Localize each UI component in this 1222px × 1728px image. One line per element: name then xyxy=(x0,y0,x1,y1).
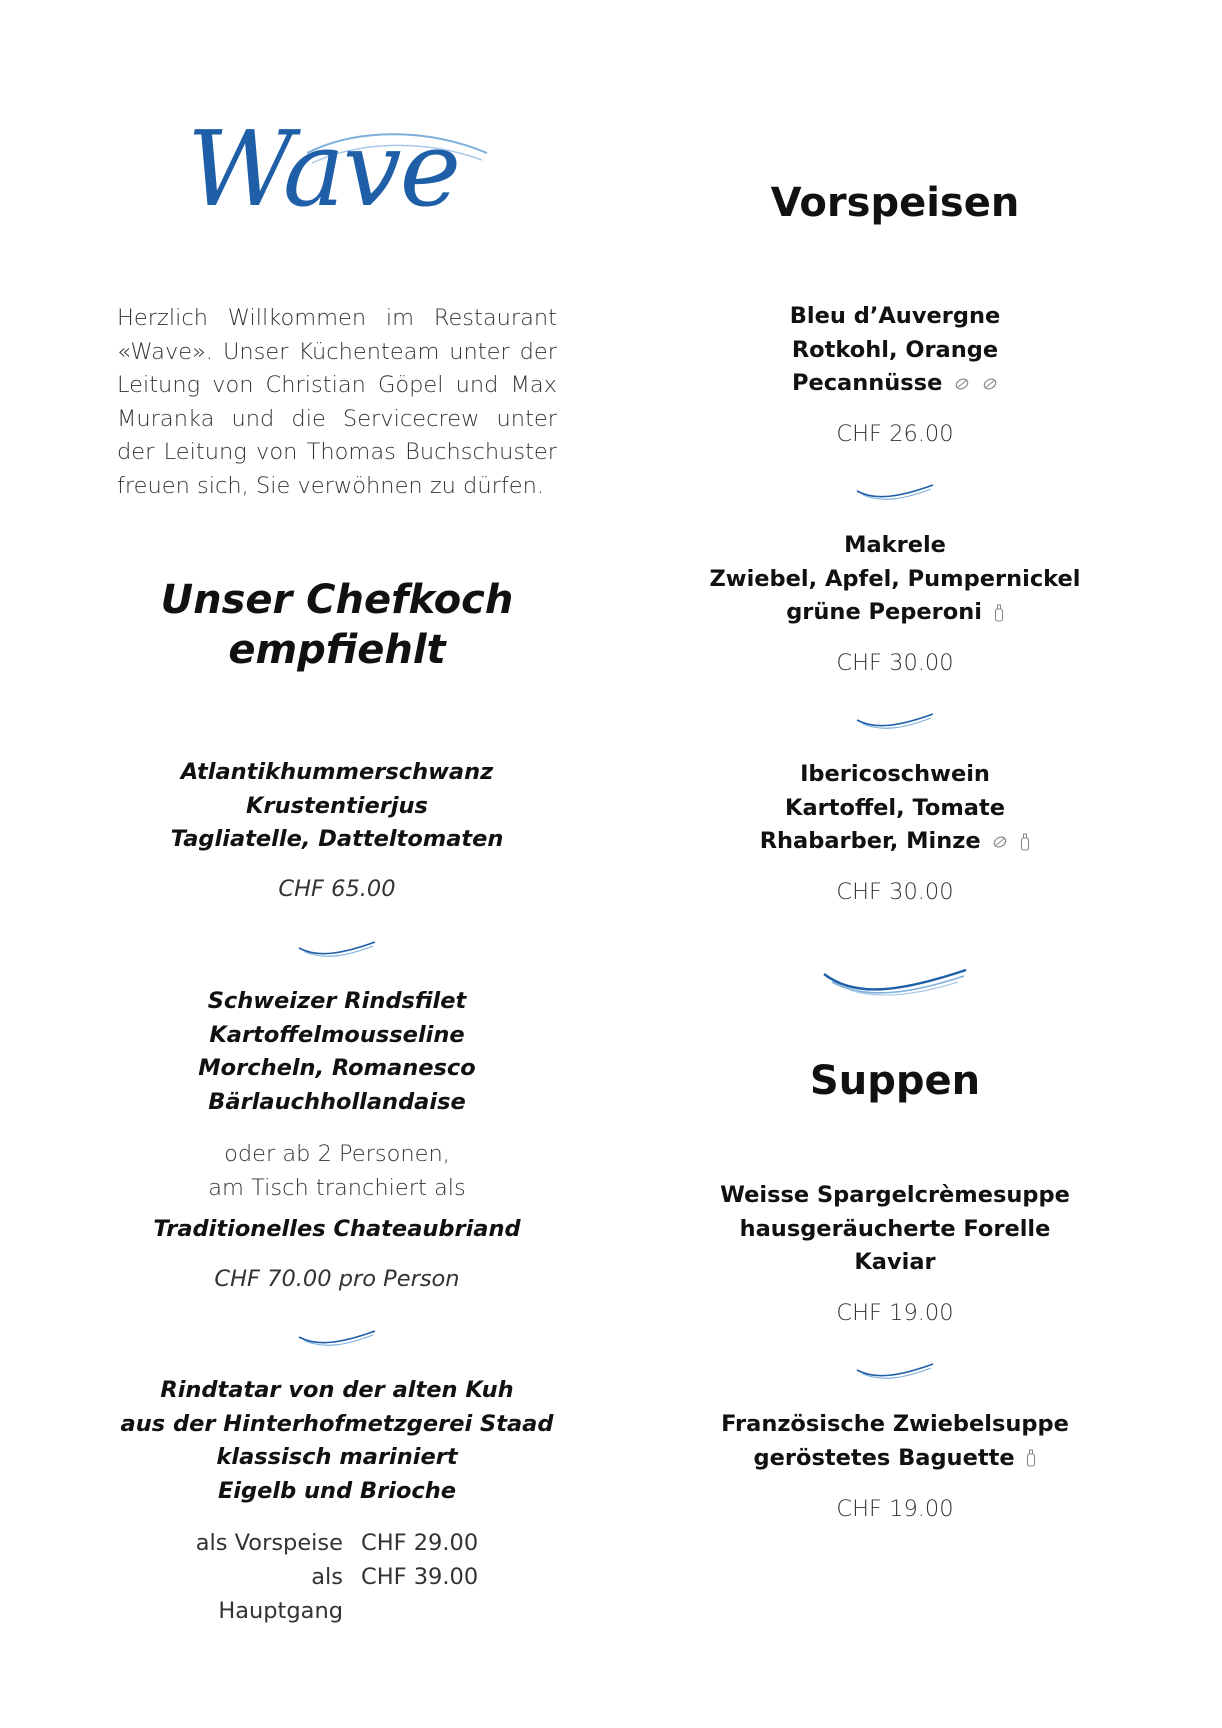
wave-divider-icon xyxy=(297,938,377,960)
suppe-item-2-price: CHF 19.00 xyxy=(836,1496,954,1522)
chef-heading-line2: empfiehlt xyxy=(228,627,446,673)
vorspeise-item-3-price: CHF 30.00 xyxy=(836,879,954,905)
chef-dish-2-note xyxy=(117,1138,557,1205)
price-value: CHF 29.00 xyxy=(361,1530,479,1556)
dish-line: Ibericoschwein xyxy=(800,761,990,787)
chef-dish-3 xyxy=(117,1374,557,1508)
note-line: oder ab 2 Personen, xyxy=(224,1141,450,1167)
dish-line: aus der Hinterhofmetzgerei Staad xyxy=(120,1410,554,1437)
chef-heading-line1: Unser Chefkoch xyxy=(160,577,514,623)
dish-line: Atlantikhummerschwanz xyxy=(180,759,494,785)
price-label: als Vorspeise xyxy=(195,1530,343,1556)
dish-line: Französische Zwiebelsuppe xyxy=(721,1411,1069,1437)
welcome-text: Herzlich Willkommen im Restaurant «Wave». Unser Küchenteam unter der Leitung von Christian Göpel und Max Muranka und die Servicecrew unter der Leitung von Thomas Buchschuster freuen sich, Sie verwöhnen zu dürfen. xyxy=(117,305,557,499)
vorspeise-item-2-price: CHF 30.00 xyxy=(836,650,954,676)
dish-line: Kaviar xyxy=(854,1249,936,1275)
leaf-icon xyxy=(954,377,970,391)
bottle-icon xyxy=(1020,833,1030,851)
wave-section-divider-icon xyxy=(820,960,970,1000)
leaf-icon xyxy=(992,835,1008,849)
chef-dish-2-alt-name: Traditionelles Chateaubriand xyxy=(153,1216,521,1242)
dish-line: hausgeräucherte Forelle xyxy=(739,1215,1051,1242)
leaf-icon xyxy=(982,377,998,391)
price-label: als Hauptgang xyxy=(218,1564,343,1624)
chef-heading xyxy=(117,575,557,675)
dish-line: Schweizer Rindsfilet xyxy=(207,988,467,1014)
chef-dish-1-price: CHF 65.00 xyxy=(278,876,396,902)
dish-line-with-icons xyxy=(680,1442,1110,1476)
vorspeise-item-2 xyxy=(680,529,1110,630)
dish-line: Morcheln, Romanesco xyxy=(198,1055,476,1081)
price-row xyxy=(117,1560,557,1628)
bottle-icon xyxy=(1026,1449,1036,1467)
dish-line: Rhabarber, Minze xyxy=(759,828,981,854)
dish-line: Weisse Spargelcrèmesuppe xyxy=(720,1182,1070,1208)
dish-line: klassisch mariniert xyxy=(216,1444,458,1470)
dish-line: grüne Peperoni xyxy=(786,599,982,625)
dish-line: Bleu d’Auvergne xyxy=(789,303,1001,329)
wave-divider-icon xyxy=(855,710,935,732)
suppe-item-2 xyxy=(680,1408,1110,1475)
restaurant-logo xyxy=(187,108,507,248)
chef-dish-1 xyxy=(117,756,557,857)
dish-line: Krustentierjus xyxy=(246,792,428,819)
dish-line-with-icons xyxy=(680,596,1110,630)
dish-line-with-icons xyxy=(680,825,1110,859)
dish-line: Zwiebel, Apfel, Pumpernickel xyxy=(709,565,1081,592)
vorspeise-item-3 xyxy=(680,758,1110,859)
dish-line: Tagliatelle, Datteltomaten xyxy=(170,826,504,852)
suppe-item-1 xyxy=(680,1179,1110,1280)
vorspeise-item-1 xyxy=(680,300,1110,401)
dish-line: geröstetes Baguette xyxy=(753,1444,1015,1471)
vorspeise-item-1-price: CHF 26.00 xyxy=(836,421,954,447)
vorspeisen-title: Vorspeisen xyxy=(770,180,1020,226)
dish-line: Bärlauchhollandaise xyxy=(208,1088,466,1115)
dish-line: Rotkohl, Orange xyxy=(791,336,999,363)
dish-line: Pecannüsse xyxy=(791,370,943,396)
note-line: am Tisch tranchiert als xyxy=(208,1174,466,1201)
chef-dish-3-prices xyxy=(117,1526,557,1628)
dish-line: Rindtatar von der alten Kuh xyxy=(160,1377,514,1403)
chef-dish-2-price: CHF 70.00 pro Person xyxy=(214,1266,460,1292)
chef-dish-2 xyxy=(117,985,557,1119)
price-row xyxy=(117,1526,557,1560)
dish-line: Kartoffel, Tomate xyxy=(785,794,1005,821)
suppen-title: Suppen xyxy=(809,1058,981,1104)
wave-divider-icon xyxy=(855,481,935,503)
dish-line: Eigelb und Brioche xyxy=(217,1477,457,1504)
dish-line: Kartoffelmousseline xyxy=(209,1021,465,1048)
wave-divider-icon xyxy=(855,1360,935,1382)
price-value: CHF 39.00 xyxy=(361,1564,479,1590)
wave-divider-icon xyxy=(297,1327,377,1349)
dish-line-with-icons xyxy=(680,367,1110,401)
suppe-item-1-price: CHF 19.00 xyxy=(836,1300,954,1326)
logo-text: Wave xyxy=(187,108,460,230)
dish-line: Makrele xyxy=(844,532,946,558)
bottle-icon xyxy=(994,604,1004,622)
